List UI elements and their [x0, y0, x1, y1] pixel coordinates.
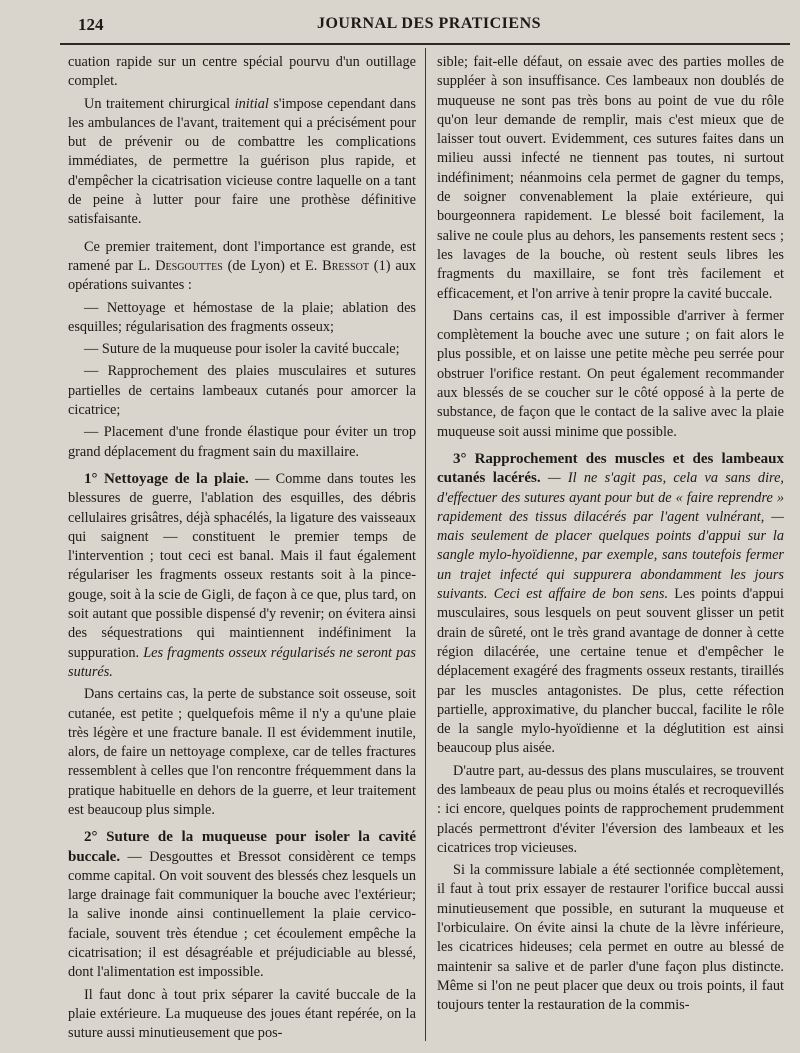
list-item: — Suture de la muqueuse pour isoler la cavité buccale;	[84, 341, 400, 358]
paragraph-continuation: sible; fait-elle défaut, on essaie avec des parties molles de suppléer à son insuffisance. Ces lambeaux non doublés de muqueuse ne sont pas très bons au point de vue du rôle qu'on leur demande de remplir, mais c'est mieux que de laisser tout ouvert. Evidemment, ces sutures faites dans un milieu aussi infecté ne tiennent pas toutes, ni surtout indéfiniment; néanmoins cela permet de gagner du temps, de soigner convenablement la plaie extérieure, qui bourgeonnera rapidement. Le blessé boit facilement, la salive ne coule plus au dehors, les pansements restent secs ; les lavages de la bouche, où restent seuls libres les fragments du maxillaire, se font très facilement et efficacement, et l'on arrive à tenir propre la cavité buccale.	[437, 54, 784, 302]
paragraph-initial-treatment	[68, 95, 416, 230]
section-heading: 3° Rapprochement des muscles et des lambeaux cutanés lacérés.	[437, 450, 784, 487]
paragraph-text: (1) aux opérations suivantes :	[68, 257, 416, 294]
section-heading: 1° Nettoyage de la plaie.	[84, 470, 249, 487]
left-column	[68, 53, 416, 1047]
list-item: — Nettoyage et hémostase de la plaie; ablation des esquilles; régularisation des fragments osseux;	[68, 299, 416, 335]
paragraph-separate-cavity: Il faut donc à tout prix séparer la cavité buccale de la plaie extérieure. La muqueuse des joues étant repérée, on la suture aussi minutieusement que pos-	[68, 986, 416, 1042]
paragraph-labial-commissure: Si la commissure labiale a été sectionnée complètement, il faut à tout prix essayer de restaurer l'orifice buccal aussi minutieusement que possible, en suturant la muqueuse et l'orbiculaire. On évite ainsi la chute de la lèvre inférieure, les cicatrices hideuses; cela permet en outre au blessé de maintenir sa salive et de parler d'une façon plus distincte. Même si l'on ne peut placer que deux ou trois points, il faut toujours tenter la restauration de la commis-	[437, 862, 784, 1014]
journal-title: JOURNAL DES PRATICIENS	[316, 15, 542, 32]
paragraph-incomplete-closure: Dans certains cas, il est impossible d'arriver à fermer complètement la bouche avec une suture ; on fait alors le plus possible, et on laisse une petite mèche peu serrée pour obstruer l'orifice restant. On peut également recommander aux blessés de se coucher sur le côté opposé à la perte de substance, de façon que le contact de la salive avec la plaie muqueuse soit aussi minime que possible.	[437, 307, 784, 440]
header-rule	[60, 43, 790, 45]
list-item: — Rapprochement des plaies musculaires et sutures partielles de certains lambeaux cutanés pour amorcer la cicatrice;	[68, 363, 416, 419]
paragraph-small-loss: Dans certains cas, la perte de substance soit osseuse, soit cutanée, est petite ; quelquefois même il n'y a qu'une plaie très légère et une fracture banale. Il est évidemment inutile, alors, de faire un nettoyage complexe, car de telles fractures ressemblent à celles que l'on rencontre fréquemment dans la pratique habituelle en dehors de la guerre, et leur traitement est beaucoup plus simple.	[68, 686, 416, 818]
paragraph-text: Un traitement chirurgical	[84, 95, 235, 112]
paragraph-skin-flaps: D'autre part, au-dessus des plans musculaires, se trouvent des lambeaux de peau plus ou moins étalés et recroquevillés : ici encore, quelques points de rapprochement prudemment placés permettront d'éviter l'éversion des lambeaux et les cicatrices trop vicieuses.	[437, 762, 784, 856]
paragraph-text: Ce premier traitement, dont l'importance est grande, est ramené par L.	[68, 238, 416, 274]
paragraph-continuation: cuation rapide sur un centre spécial pourvu d'un outillage complet.	[68, 54, 416, 90]
section-1-paragraph	[68, 470, 416, 682]
right-column	[437, 53, 784, 1019]
italic-passage: — Il ne s'agit pas, cela va sans dire, d'effectuer des sutures ayant pour but de « faire reprendre » rapidement des tissus dilacérés par l'agent vulnérant, — mais seulement de placer quelques points d'appui sur la sangle mylo-hyoïdienne, par exemple, sans toutefois fermer un trajet infecté qui suppurera abondamment les jours suivants. Ceci est affaire de bon sens.	[437, 470, 784, 603]
column-divider	[425, 48, 426, 1041]
section-3-paragraph	[437, 450, 784, 759]
paragraph-text: — Comme dans toutes les blessures de guerre, l'ablation des esquilles, des débris cellulaires grisâtres, déjà sphacélés, la ligature des vaisseaux qui saignent — constituent le premier temps de l'intervention ; tout ceci est banal. Mais il faut également régulariser les fragments osseux restants soit à la pince-gouge, soit à la scie de Gigli, de façon à ce que, plus tard, on soit autant que possible dispensé d'y revenir; on évitera ainsi des séquestrations qui maintiennent indéfiniment la suppuration.	[68, 470, 416, 661]
section-heading: 2° Suture de la muqueuse pour isoler la cavité buccale.	[68, 829, 416, 865]
paragraph-text: Les points d'appui musculaires, sous lesquels on peut souvent glisser un petit drain de sûreté, ont le très grand avantage de donner à cette région dilacérée, une certaine tenue et d'empêcher le déplacement exagéré des fragments osseux restants, tiraillés par les muscles antagonistes. De plus, cette réfection partielle, approximative, du plancher buccal, facilite le rôle de la sangle mylo-hyoïdienne et la déglutition est ainsi beaucoup plus aisée.	[437, 586, 784, 757]
paragraph-text: — Desgouttes et Bressot considèrent ce temps comme capital. On voit souvent des blessés chez lesquels un large drainage fait communiquer la bouche avec l'extérieur; la salive inonde ainsi continuellement la plaie cervico-faciale, souvent très étendue ; cet écoulement empêche la cicatrisation; il est désagréable et préjudiciable au blessé, dont l'alimentation est impossible.	[68, 848, 416, 981]
italic-sentence: Les fragments osseux régularisés ne seront pas suturés.	[68, 644, 416, 680]
author-name: Bressot	[322, 257, 369, 274]
paragraph-first-treatment	[68, 238, 416, 296]
section-2-paragraph	[68, 828, 416, 982]
paragraph-text: s'impose cependant dans les ambulances de l'avant, traitement qui a précisément pour but de prévenir ou de combattre les complications immédiates, de permettre la guérison plus rapide, et d'empêcher la cicatrisation vicieuse contre laquelle on a tant de peine à lutter pour faire une prothèse définitive satisfaisante.	[68, 95, 416, 228]
page-header	[78, 12, 780, 38]
paragraph-text: (de Lyon) et E.	[222, 257, 323, 274]
list-item: — Placement d'une fronde élastique pour éviter un trop grand déplacement du fragment sain du maxillaire.	[68, 424, 416, 460]
author-name: Desgouttes	[155, 257, 223, 274]
italic-word: initial	[234, 95, 269, 112]
page-number: 124	[78, 15, 104, 34]
